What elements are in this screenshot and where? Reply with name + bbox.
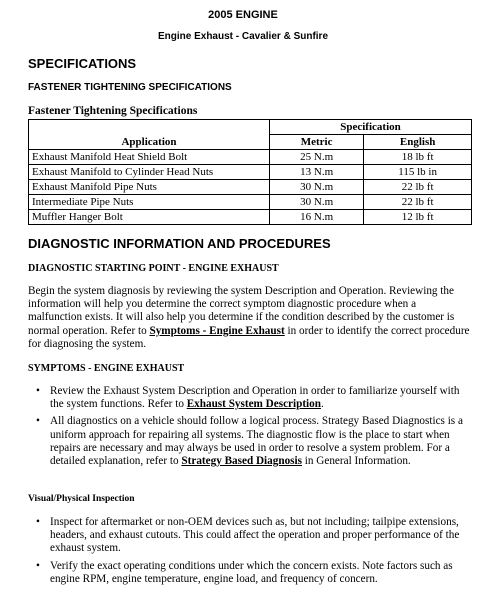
spec-table-body bbox=[29, 150, 472, 225]
visual-inspection-heading: Visual/Physical Inspection bbox=[28, 494, 135, 504]
table-row bbox=[29, 210, 472, 225]
starting-point-text-end: in order to identify the correct procedure for diagnosing the system. bbox=[28, 324, 470, 350]
list-item-text: Inspect for aftermarket or non-OEM devices such as, but not including; tailpipe extensions, headers, and exhaust cutouts. This could affect the operation and proper performance of the exhaust system. bbox=[50, 516, 460, 555]
english-cell: 12 lb ft bbox=[364, 210, 472, 225]
english-cell: 115 lb in bbox=[364, 165, 472, 180]
starting-point-text: Begin the system diagnosis by reviewing the system Description and Operation. Reviewing the information will help you determine the correct symptom diagnostic procedure when a malfunction exists. It will also help you determine if the condition described by the customer is normal operation. Refer to bbox=[28, 285, 455, 337]
diagnostics-heading: DIAGNOSTIC INFORMATION AND PROCEDURES bbox=[28, 236, 331, 251]
application-cell: Exhaust Manifold Heat Shield Bolt bbox=[29, 150, 270, 165]
english-cell: 22 lb ft bbox=[364, 195, 472, 210]
bullet-icon: • bbox=[36, 516, 40, 528]
metric-cell: 30 N.m bbox=[270, 195, 364, 210]
visual-inspection-list bbox=[28, 516, 468, 590]
english-cell: 22 lb ft bbox=[364, 180, 472, 195]
application-cell: Exhaust Manifold Pipe Nuts bbox=[29, 180, 270, 195]
list-item-text: Verify the exact operating conditions under which the concern exists. Note factors such as engine RPM, engine temperature, engine load, and frequency of concern. bbox=[50, 559, 453, 585]
fastener-specs-subheading: FASTENER TIGHTENING SPECIFICATIONS bbox=[28, 82, 232, 93]
table-row bbox=[29, 180, 472, 195]
table-row bbox=[29, 195, 472, 210]
column-header-application: Application bbox=[29, 120, 270, 150]
english-cell: 18 lb ft bbox=[364, 150, 472, 165]
application-cell: Muffler Hanger Bolt bbox=[29, 210, 270, 225]
list-item bbox=[28, 415, 468, 468]
list-item-text: Review the Exhaust System Description and Operation in order to familiarize yourself with the system functions. Refer to bbox=[50, 385, 460, 411]
list-item-text-end: in General Information. bbox=[302, 455, 411, 468]
starting-point-heading: DIAGNOSTIC STARTING POINT - ENGINE EXHAUST bbox=[28, 263, 279, 274]
starting-point-paragraph bbox=[28, 285, 472, 351]
table-row bbox=[29, 150, 472, 165]
symptoms-list bbox=[28, 385, 468, 472]
table-row bbox=[29, 165, 472, 180]
specification-group-header: Specification bbox=[270, 120, 472, 135]
list-item bbox=[28, 560, 468, 586]
document-subtitle: Engine Exhaust - Cavalier & Sunfire bbox=[157, 31, 329, 42]
symptoms-engine-exhaust-link[interactable]: Symptoms - Engine Exhaust bbox=[149, 324, 285, 337]
metric-cell: 25 N.m bbox=[270, 150, 364, 165]
metric-cell: 16 N.m bbox=[270, 210, 364, 225]
application-cell: Intermediate Pipe Nuts bbox=[29, 195, 270, 210]
fastener-spec-table bbox=[28, 119, 472, 225]
column-header-metric: Metric bbox=[270, 135, 364, 150]
list-item bbox=[28, 385, 468, 411]
table-caption: Fastener Tightening Specifications bbox=[28, 105, 198, 117]
symptoms-heading: SYMPTOMS - ENGINE EXHAUST bbox=[28, 363, 185, 374]
bullet-icon: • bbox=[36, 385, 40, 397]
application-cell: Exhaust Manifold to Cylinder Head Nuts bbox=[29, 165, 270, 180]
list-item-text: All diagnostics on a vehicle should follow a logical process. Strategy Based Diagnostics is a uniform approach for repairing all systems. The diagnostic flow is the place to start when repairs are necessary and may always be used in order to resolve a system problem. For a detailed explanation, refer to bbox=[50, 415, 463, 468]
list-item bbox=[28, 516, 468, 556]
bullet-icon: • bbox=[36, 415, 40, 428]
document-title: 2005 ENGINE bbox=[208, 9, 278, 21]
strategy-based-diagnosis-link[interactable]: Strategy Based Diagnosis bbox=[181, 455, 302, 468]
specifications-heading: SPECIFICATIONS bbox=[28, 56, 137, 71]
exhaust-system-description-link[interactable]: Exhaust System Description bbox=[186, 398, 321, 411]
metric-cell: 30 N.m bbox=[270, 180, 364, 195]
column-header-english: English bbox=[364, 135, 472, 150]
list-item-text-end: . bbox=[320, 398, 324, 411]
bullet-icon: • bbox=[36, 559, 40, 572]
metric-cell: 13 N.m bbox=[270, 165, 364, 180]
